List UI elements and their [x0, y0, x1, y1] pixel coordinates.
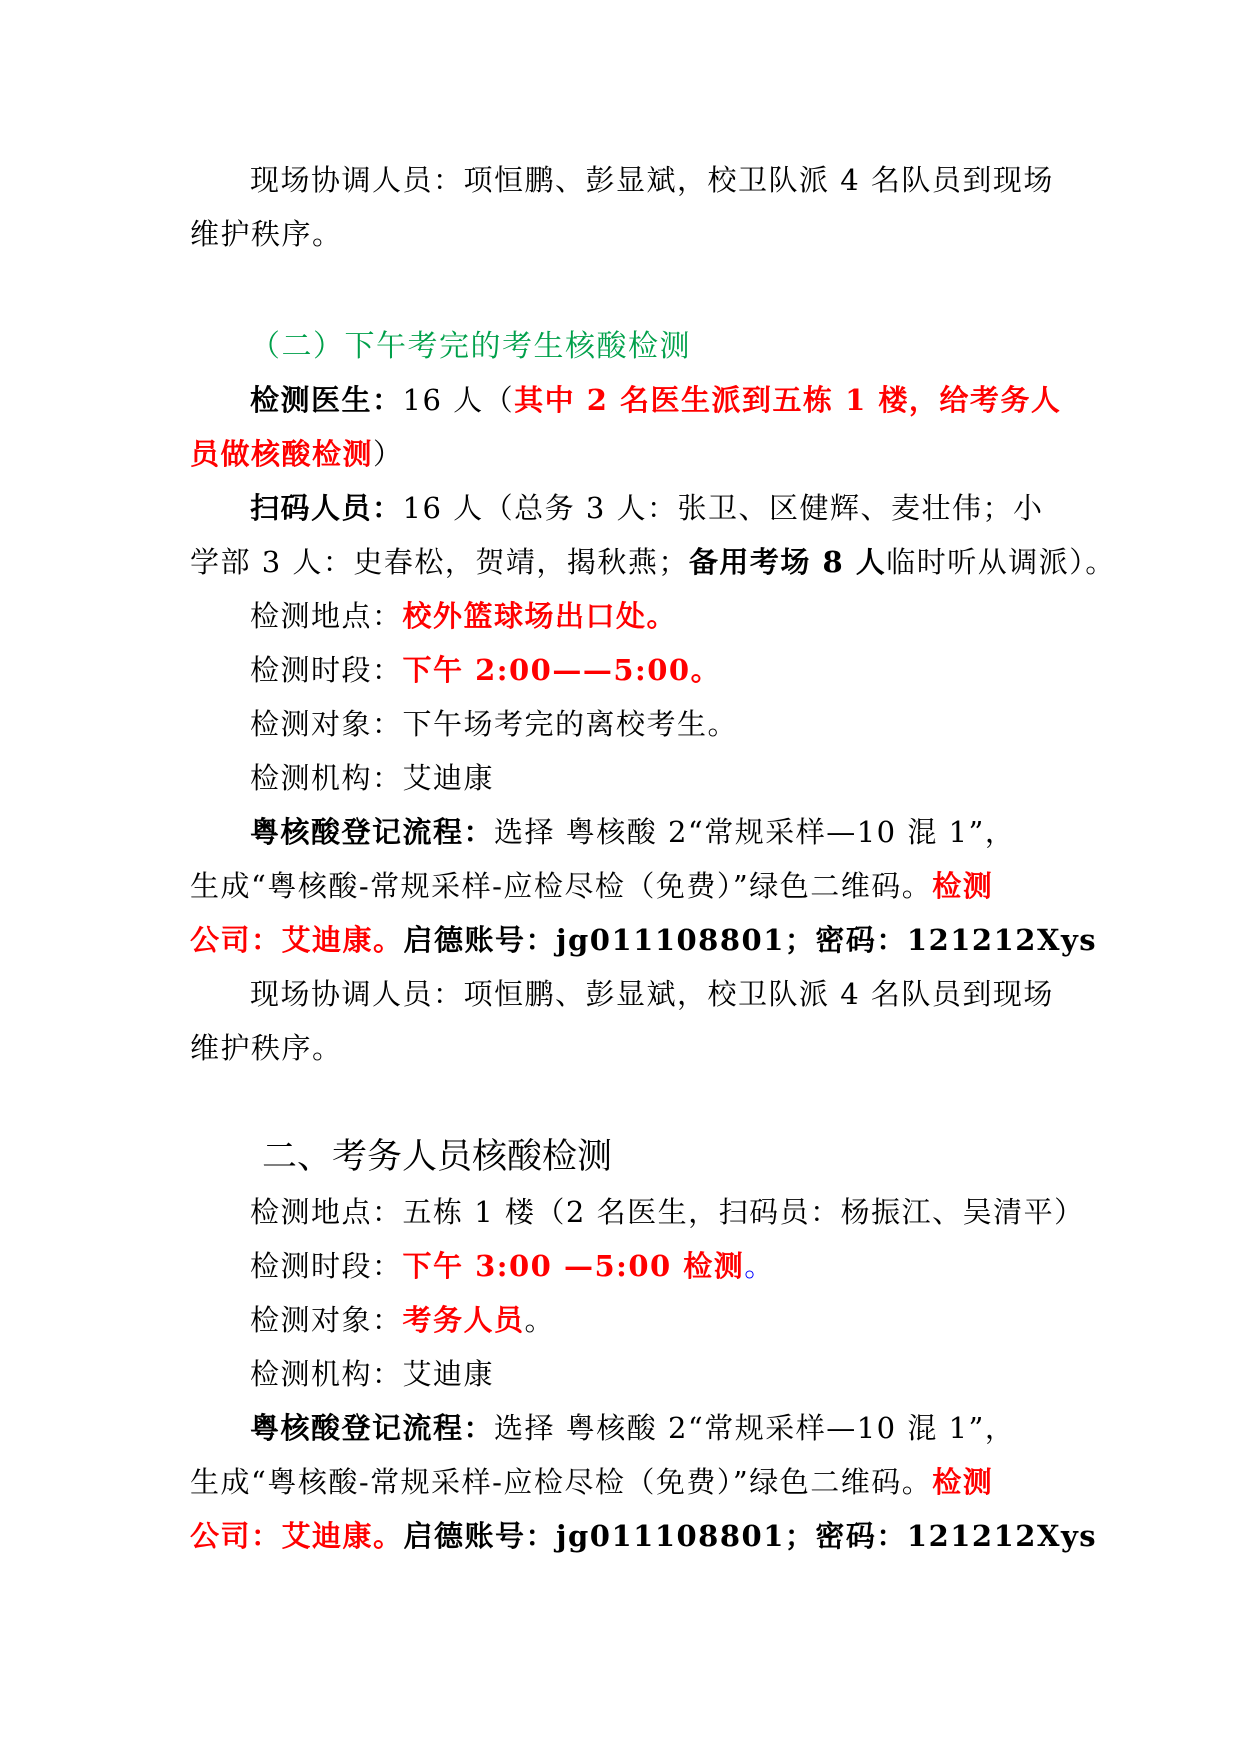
staff-org-line [250, 1354, 1130, 1394]
coordinator-text: 现场协调人员：项恒鹏、彭显斌，校卫队派 4 名队员到现场 [250, 163, 1054, 197]
coordinator-line [250, 160, 1130, 200]
doctors-note-cont: 员做核酸检测 [190, 437, 374, 471]
doctors-line [250, 380, 1130, 420]
registration-line-account [190, 920, 1098, 960]
scanners-label: 扫码人员： [250, 491, 403, 525]
doctors-close: ） [373, 437, 404, 471]
part-heading [262, 1135, 612, 1179]
scanners-line-cont [190, 542, 1116, 582]
staff-target-value: 考务人员 [402, 1303, 525, 1337]
staff-registration-line-account [190, 1516, 1098, 1556]
coordinator-text-cont: 维护秩序。 [190, 217, 343, 251]
staff-registration-account: 启德账号：jg011108801；密码：121212Xys [403, 1519, 1098, 1553]
staff-registration-label: 粤核酸登记流程： [250, 1411, 495, 1445]
coordinator-line-cont [190, 214, 1070, 254]
org-value: 艾迪康 [402, 761, 495, 795]
scanners-line [250, 488, 1130, 528]
time-line [250, 650, 1130, 690]
part-heading-text: 二、考务人员核酸检测 [262, 1137, 613, 1177]
org-line [250, 758, 1130, 798]
staff-target-end: 。 [524, 1303, 556, 1337]
target-value: 下午场考完的离校考生。 [402, 707, 739, 741]
section-heading [250, 326, 1130, 367]
staff-org-label: 检测机构： [250, 1357, 403, 1391]
registration-account: 启德账号：jg011108801；密码：121212Xys [403, 923, 1098, 957]
staff-target-line [250, 1300, 1130, 1340]
staff-location-line [250, 1192, 1130, 1232]
registration-text-cont: 生成“粤核酸-常规采样-应检尽检（免费）”绿色二维码。 [190, 869, 933, 903]
coordinator-line-2-cont [190, 1028, 1070, 1068]
registration-text: 选择 粤核酸 2“常规采样—10 混 1”， [494, 815, 1016, 849]
doctors-label: 检测医生： [250, 383, 403, 417]
coordinator-line-2 [250, 974, 1130, 1014]
scanners-text-cont: 学部 3 人：史春松，贺靖，揭秋燕； [190, 545, 689, 579]
staff-time-label: 检测时段： [250, 1249, 403, 1283]
org-label: 检测机构： [250, 761, 403, 795]
staff-registration-company-label: 检测 [932, 1465, 994, 1499]
doctors-count: 16 人（ [402, 383, 515, 417]
staff-time-end: 。 [744, 1249, 775, 1283]
staff-registration-line [250, 1408, 1130, 1448]
scanners-text-end: 临时听从调派）。 [886, 545, 1116, 579]
staff-time-value: 下午 3:00 —5:00 检测 [402, 1249, 745, 1283]
location-value: 校外篮球场出口处。 [402, 599, 678, 633]
registration-label: 粤核酸登记流程： [250, 815, 495, 849]
doctors-note: 其中 2 名医生派到五栋 1 楼，给考务人 [514, 383, 1062, 417]
registration-company-label: 检测 [932, 869, 994, 903]
scanners-backup: 备用考场 8 人 [688, 545, 887, 579]
staff-registration-company: 公司：艾迪康。 [190, 1519, 404, 1553]
registration-line-cont [190, 866, 1070, 906]
coordinator-text-2-cont: 维护秩序。 [190, 1031, 343, 1065]
scanners-text: 16 人（总务 3 人：张卫、区健辉、麦壮伟；小 [402, 491, 1044, 525]
registration-line [250, 812, 1130, 852]
time-value: 下午 2:00——5:00。 [402, 653, 722, 687]
staff-location-value: 五栋 1 楼（2 名医生，扫码员：杨振江、吴清平） [402, 1195, 1085, 1229]
doctors-line-cont [190, 434, 1070, 474]
staff-org-value: 艾迪康 [402, 1357, 495, 1391]
time-label: 检测时段： [250, 653, 403, 687]
registration-company: 公司：艾迪康。 [190, 923, 404, 957]
section-heading-text: （二）下午考完的考生核酸检测 [250, 329, 691, 364]
coordinator-text-2: 现场协调人员：项恒鹏、彭显斌，校卫队派 4 名队员到现场 [250, 977, 1054, 1011]
target-line [250, 704, 1130, 744]
staff-registration-text-cont: 生成“粤核酸-常规采样-应检尽检（免费）”绿色二维码。 [190, 1465, 933, 1499]
target-label: 检测对象： [250, 707, 403, 741]
staff-registration-text: 选择 粤核酸 2“常规采样—10 混 1”， [494, 1411, 1016, 1445]
staff-registration-line-cont [190, 1462, 1070, 1502]
staff-target-label: 检测对象： [250, 1303, 403, 1337]
staff-time-line [250, 1246, 1130, 1286]
location-line [250, 596, 1130, 636]
staff-location-label: 检测地点： [250, 1195, 403, 1229]
location-label: 检测地点： [250, 599, 403, 633]
